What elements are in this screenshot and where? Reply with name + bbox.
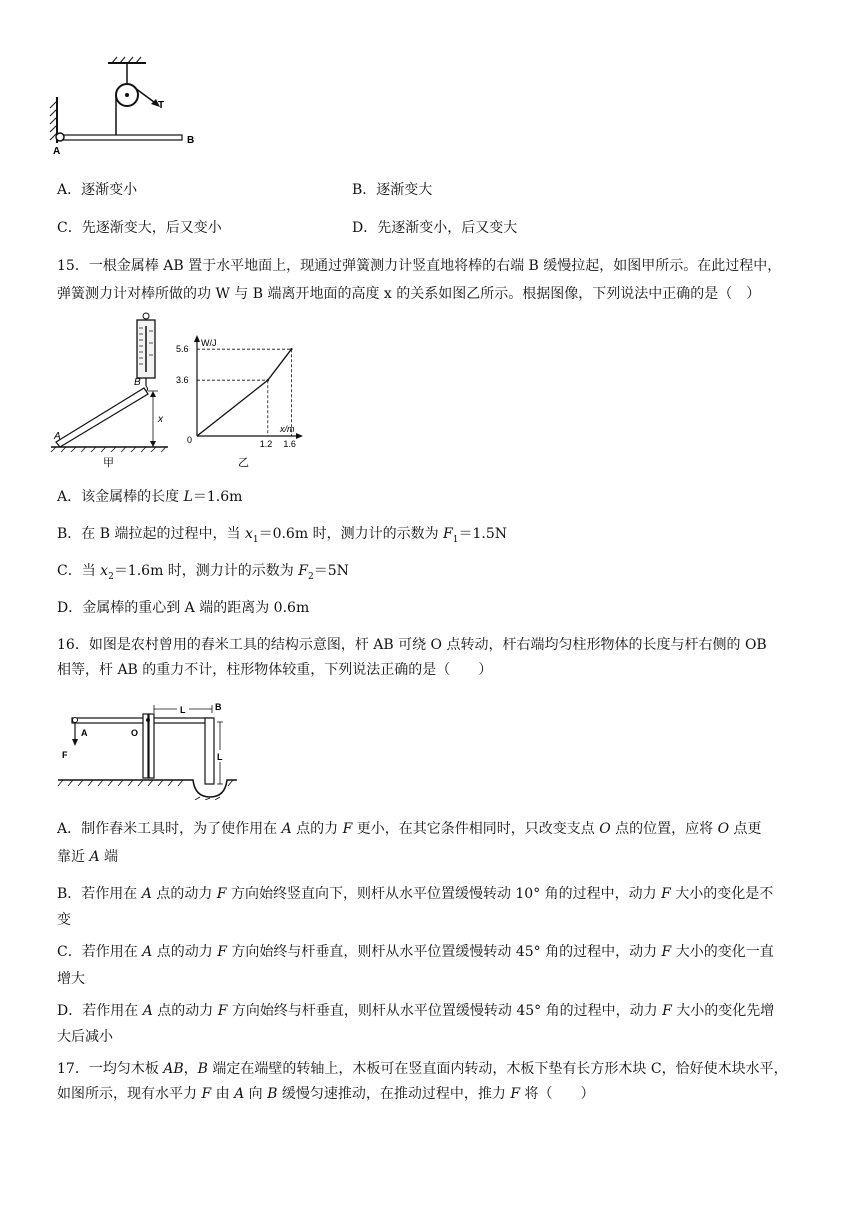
x-axis-label: x/m	[280, 424, 295, 434]
q14-option-b: B．逐渐变大	[352, 182, 433, 198]
q14-option-c: C．先逐渐变大，后又变小	[57, 220, 222, 236]
data-point	[290, 348, 292, 350]
q15-figure-yi	[170, 332, 310, 472]
label-F: F	[62, 750, 68, 760]
q14-option-a: A．逐渐变小	[57, 182, 138, 198]
jia-label-A: A	[54, 431, 61, 442]
label-B: B	[215, 702, 222, 712]
label-L-side: L	[217, 752, 223, 762]
q16-stem-line2: 相等，杆 AB 的重力不计，柱形物体较重，下列说法正确的是（ ）	[57, 662, 493, 678]
q14-figure	[40, 55, 210, 160]
label-B: B	[187, 135, 195, 146]
jia-caption: 甲	[103, 457, 114, 469]
q16-option-a-line1: A．制作舂米工具时，为了使作用在 A 点的力 F 更小，在其它条件相同时，只改变支点 O 点的位置，应将 O 点更	[57, 821, 762, 837]
q15-option-d: D．金属棒的重心到 A 端的距离为 0.6m	[57, 600, 310, 616]
q16-option-b-line2: 变	[57, 912, 71, 928]
q15-option-c: C．当 $x_2=1.6m$ 时，测力计的示数为 $F_2=5N$	[57, 563, 349, 582]
data-point	[267, 379, 269, 381]
data-line-segment	[268, 349, 292, 380]
y-tick-label: 5.6	[176, 344, 189, 355]
jia-label-x: x	[158, 414, 163, 425]
q15-option-b: B．在 B 端拉起的过程中，当 $x_1=0.6m$ 时，测力计的示数为 $F_1=1.5N$	[57, 526, 507, 545]
label-T: T	[158, 100, 165, 111]
label-A: A	[81, 728, 88, 738]
q15-stem-line1: 15．一根金属棒 AB 置于水平地面上，现通过弹簧测力计竖直地将棒的右端 B 缓慢拉起，如图甲所示。在此过程中，	[57, 258, 782, 274]
pestle	[205, 718, 214, 784]
q16-option-c-line2: 增大	[57, 971, 85, 987]
x-tick-label: 1.2	[259, 439, 273, 449]
yi-caption: 乙	[238, 457, 249, 469]
y-tick-label: 3.6	[176, 375, 189, 386]
label-O: O	[131, 728, 139, 738]
q14-option-d: D．先逐渐变小，后又变大	[352, 220, 518, 236]
q16-option-a-line2: 靠近 A 端	[57, 849, 119, 865]
rod-AB	[72, 718, 212, 723]
y-axis-label: W/J	[201, 338, 217, 348]
q16-option-d-line2: 大后减小	[57, 1029, 113, 1045]
lever-bar	[62, 135, 182, 140]
jia-label-B: B	[134, 377, 141, 388]
q15-option-a: A．该金属棒的长度 L＝1.6m	[57, 489, 243, 505]
q16-option-d-line1: D．若作用在 A 点的动力 F 方向始终与杆垂直，则杆从水平位置缓慢转动 45° 角的过程中，动力 F 大小的变化先增	[57, 1003, 775, 1019]
label-L-top: L	[180, 705, 186, 715]
q17-stem-line2: 如图所示，现有水平力 F 由 A 向 B 缓慢匀速推动，在推动过程中，推力 F 将（ ）	[57, 1086, 595, 1102]
label-A: A	[53, 146, 61, 157]
origin-label: 0	[187, 435, 193, 445]
q15-figure-jia	[48, 312, 173, 472]
x-tick-label: 1.6	[283, 439, 296, 449]
q17-stem-line1: 17．一均匀木板 AB，B 端定在端壁的转轴上，木板可在竖直面内转动，木板下垫有长方形木块 C，恰好使木块水平，	[57, 1061, 788, 1077]
q16-option-c-line1: C．若作用在 A 点的动力 F 方向始终与杆垂直，则杆从水平位置缓慢转动 45° 角的过程中，动力 F 大小的变化一直	[57, 944, 774, 960]
q15-stem-line2: 弹簧测力计对棒所做的功 W 与 B 端离开地面的高度 x 的关系如图乙所示。根据图像，下列说法中正确的是（ ）	[57, 286, 761, 302]
data-line-segment	[197, 380, 268, 436]
q16-option-b-line1: B．若作用在 A 点的动力 F 方向始终竖直向下，则杆从水平位置缓慢转动 10° 角的过程中，动力 F 大小的变化是不	[57, 886, 774, 902]
q16-stem-line1: 16．如图是农村曾用的舂米工具的结构示意图，杆 AB 可绕 O 点转动，杆右端均匀柱形物体的长度与杆右侧的 OB	[57, 637, 767, 653]
q16-figure	[55, 700, 240, 800]
